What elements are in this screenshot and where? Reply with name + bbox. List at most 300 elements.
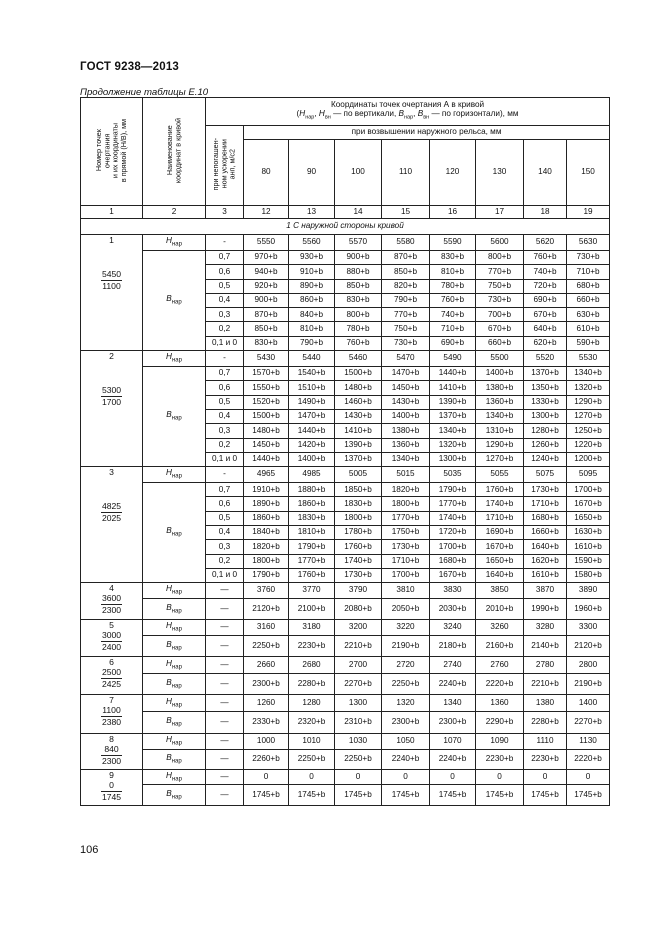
header-unbalanced-accel — [206, 126, 244, 206]
value-cell: 850+b — [335, 279, 382, 293]
value-cell: 4985 — [289, 467, 335, 483]
value-cell: 5430 — [244, 351, 289, 367]
value-cell: 1550+b — [244, 381, 289, 395]
header-column-number: 18 — [524, 206, 567, 219]
value-cell: 1070 — [430, 734, 476, 750]
table-row — [81, 636, 610, 657]
value-cell: 760+b — [524, 251, 567, 265]
point-coord-b: 2300 — [101, 604, 122, 615]
value-cell: 1610+b — [524, 568, 567, 582]
value-cell: 0 — [382, 770, 430, 785]
value-cell: 1270+b — [476, 452, 524, 466]
table-row — [81, 483, 610, 497]
value-cell: 770+b — [476, 265, 524, 279]
value-cell: 1660+b — [524, 526, 567, 540]
value-cell: 770+b — [382, 308, 430, 322]
point-coord-b: 1100 — [102, 280, 121, 291]
accel-cell: — — [206, 785, 244, 806]
point-number: 7 — [109, 695, 114, 706]
value-cell: 2120+b — [244, 599, 289, 620]
coord-letter: B — [166, 410, 172, 420]
value-cell: 1750+b — [382, 526, 430, 540]
accel-cell: 0,3 — [206, 540, 244, 554]
value-cell: 890+b — [289, 279, 335, 293]
coord-subscript: нар — [171, 664, 182, 671]
point-number: 3 — [109, 467, 114, 478]
coord-name-cell — [143, 251, 206, 351]
point-coord-b: 2300 — [101, 755, 122, 766]
value-cell: 2310+b — [335, 712, 382, 734]
value-cell: 620+b — [524, 336, 567, 350]
accel-cell: — — [206, 657, 244, 674]
value-cell: 1340+b — [430, 424, 476, 438]
value-cell: 2050+b — [382, 599, 430, 620]
value-cell: 710+b — [430, 322, 476, 336]
value-cell: 3810 — [382, 583, 430, 599]
value-cell: 2260+b — [244, 750, 289, 770]
point-cell — [81, 467, 143, 583]
value-cell: 1990+b — [524, 599, 567, 620]
value-cell: 1590+b — [567, 554, 610, 568]
value-cell: 2220+b — [567, 750, 610, 770]
table-row — [81, 785, 610, 806]
value-cell: 1830+b — [289, 511, 335, 525]
value-cell: 3220 — [382, 620, 430, 636]
value-cell: 4965 — [244, 467, 289, 483]
point-coord-h: 0 — [101, 780, 122, 792]
value-cell: 3260 — [476, 620, 524, 636]
coord-name-cell — [143, 734, 206, 750]
header-point-coords — [81, 98, 143, 206]
value-cell: 1340+b — [382, 452, 430, 466]
value-cell: 690+b — [430, 336, 476, 350]
value-cell: 2100+b — [289, 599, 335, 620]
accel-cell: - — [206, 467, 244, 483]
value-cell: 2780 — [524, 657, 567, 674]
coord-name-cell — [143, 367, 206, 467]
value-cell: 1220+b — [567, 438, 610, 452]
value-cell: 900+b — [244, 293, 289, 307]
value-cell: 1640+b — [524, 540, 567, 554]
header-column-number: 13 — [289, 206, 335, 219]
value-cell: 1290+b — [476, 438, 524, 452]
coord-subscript: нар — [171, 415, 182, 422]
value-cell: 1760+b — [289, 568, 335, 582]
header-column-number: 1 — [81, 206, 143, 219]
coord-name-cell — [143, 620, 206, 636]
header-coord-name — [143, 98, 206, 206]
coord-subscript: нар — [171, 702, 182, 709]
section-title: 1 С наружной стороны кривой — [81, 219, 610, 235]
value-cell: 1280+b — [524, 424, 567, 438]
coord-subscript: нар — [171, 589, 182, 596]
coord-name-cell — [143, 695, 206, 712]
coord-subscript: нар — [171, 776, 182, 783]
coord-subscript: нар — [171, 683, 182, 690]
point-cell — [81, 695, 143, 734]
value-cell: 5560 — [289, 235, 335, 251]
value-cell: 750+b — [382, 322, 430, 336]
accel-cell: 0,7 — [206, 251, 244, 265]
coord-letter: B — [166, 753, 172, 763]
value-cell: 2160+b — [476, 636, 524, 657]
value-cell: 1320+b — [430, 438, 476, 452]
point-number: 2 — [109, 351, 114, 362]
value-cell: 3200 — [335, 620, 382, 636]
coord-letter: H — [166, 621, 172, 631]
value-cell: 1340 — [430, 695, 476, 712]
header-elevation-value: 100 — [335, 140, 382, 206]
value-cell: 700+b — [476, 308, 524, 322]
table-row — [81, 599, 610, 620]
table-row — [81, 467, 610, 483]
value-cell: 1500+b — [244, 409, 289, 423]
value-cell: 2140+b — [524, 636, 567, 657]
point-number: 4 — [109, 583, 114, 594]
point-number: 8 — [109, 734, 114, 745]
value-cell: 2330+b — [244, 712, 289, 734]
point-coord-h: 3000 — [101, 630, 122, 641]
clearance-table — [80, 97, 610, 806]
value-cell: 1500+b — [335, 367, 382, 381]
accel-cell: — — [206, 599, 244, 620]
value-cell: 1630+b — [567, 526, 610, 540]
coord-subscript: нар — [171, 531, 182, 538]
accel-cell: — — [206, 674, 244, 695]
value-cell: 1745+b — [244, 785, 289, 806]
value-cell: 970+b — [244, 251, 289, 265]
accel-cell: 0,1 и 0 — [206, 568, 244, 582]
value-cell: 1820+b — [244, 540, 289, 554]
value-cell: 1580+b — [567, 568, 610, 582]
value-cell: 1710+b — [382, 554, 430, 568]
value-cell: 1745+b — [567, 785, 610, 806]
header-elevation-value: 130 — [476, 140, 524, 206]
value-cell: 2320+b — [289, 712, 335, 734]
value-cell: 0 — [289, 770, 335, 785]
coord-name-cell — [143, 636, 206, 657]
accel-cell: 0,3 — [206, 424, 244, 438]
value-cell: 1430+b — [382, 395, 430, 409]
point-coord-b: 1745 — [101, 791, 122, 802]
value-cell: 750+b — [476, 279, 524, 293]
point-coord-fraction — [101, 501, 122, 523]
value-cell: 830+b — [430, 251, 476, 265]
value-cell: 1610+b — [567, 540, 610, 554]
value-cell: 870+b — [382, 251, 430, 265]
value-cell: 1290+b — [567, 395, 610, 409]
value-cell: 1010 — [289, 734, 335, 750]
value-cell: 1240+b — [524, 452, 567, 466]
value-cell: 1280 — [289, 695, 335, 712]
value-cell: 850+b — [382, 265, 430, 279]
value-cell: 790+b — [382, 293, 430, 307]
value-cell: 790+b — [289, 336, 335, 350]
value-cell: 1470+b — [382, 367, 430, 381]
accel-cell: 0,4 — [206, 526, 244, 540]
value-cell: 0 — [430, 770, 476, 785]
accel-cell: 0,6 — [206, 381, 244, 395]
value-cell: 5490 — [430, 351, 476, 367]
coord-letter: B — [166, 716, 172, 726]
value-cell: 590+b — [567, 336, 610, 350]
value-cell: 3870 — [524, 583, 567, 599]
value-cell: 2300+b — [430, 712, 476, 734]
value-cell: 1860+b — [244, 511, 289, 525]
accel-cell: 0,6 — [206, 265, 244, 279]
value-cell: 0 — [476, 770, 524, 785]
value-cell: 1810+b — [289, 526, 335, 540]
point-coord-fraction — [101, 744, 122, 766]
point-coord-h: 4825 — [101, 501, 122, 512]
value-cell: 2270+b — [335, 674, 382, 695]
accel-cell: 0,7 — [206, 483, 244, 497]
point-cell — [81, 734, 143, 770]
value-cell: 2180+b — [430, 636, 476, 657]
value-cell: 2220+b — [476, 674, 524, 695]
table-row — [81, 674, 610, 695]
value-cell: 2250+b — [335, 750, 382, 770]
header-coords-line2: ($H_{нар}$, $H_{вн}$ — по вертикали, $B_{нар}$, $B_{вн}$ — по горизонтали), мм — [296, 109, 519, 121]
value-cell: 720+b — [524, 279, 567, 293]
value-cell: 3890 — [567, 583, 610, 599]
value-cell: 1510+b — [289, 381, 335, 395]
accel-cell: 0,2 — [206, 554, 244, 568]
value-cell: 5440 — [289, 351, 335, 367]
header-column-number: 15 — [382, 206, 430, 219]
value-cell: 1370+b — [524, 367, 567, 381]
coord-name-cell — [143, 467, 206, 483]
coord-letter: B — [166, 602, 172, 612]
coord-subscript: нар — [171, 758, 182, 765]
value-cell: 2280+b — [289, 674, 335, 695]
point-cell — [81, 657, 143, 695]
accel-cell: 0,1 и 0 — [206, 336, 244, 350]
value-cell: 1310+b — [476, 424, 524, 438]
table-row — [81, 367, 610, 381]
table-row — [81, 695, 610, 712]
value-cell: 1800+b — [244, 554, 289, 568]
value-cell: 1910+b — [244, 483, 289, 497]
value-cell: 1710+b — [476, 511, 524, 525]
header-column-number: 17 — [476, 206, 524, 219]
point-coord-b: 2025 — [101, 512, 122, 523]
coord-name-cell — [143, 712, 206, 734]
header-elevation-value: 150 — [567, 140, 610, 206]
coord-subscript: нар — [171, 645, 182, 652]
value-cell: 3300 — [567, 620, 610, 636]
value-cell: 5620 — [524, 235, 567, 251]
accel-cell: - — [206, 351, 244, 367]
value-cell: 3180 — [289, 620, 335, 636]
value-cell: 1770+b — [289, 554, 335, 568]
value-cell: 2210+b — [335, 636, 382, 657]
value-cell: 1350+b — [524, 381, 567, 395]
value-cell: 2250+b — [289, 750, 335, 770]
accel-cell: 0,7 — [206, 367, 244, 381]
value-cell: 1745+b — [524, 785, 567, 806]
table-row — [81, 657, 610, 674]
header-unbalanced-accel-text: при непогашен- ном ускорении aнп, м/с2 — [211, 138, 237, 191]
value-cell: 5580 — [382, 235, 430, 251]
accel-cell: 0,6 — [206, 497, 244, 511]
value-cell: 0 — [567, 770, 610, 785]
value-cell: 1760+b — [476, 483, 524, 497]
accel-cell: — — [206, 770, 244, 785]
point-coord-fraction — [101, 667, 122, 689]
value-cell: 2760 — [476, 657, 524, 674]
value-cell: 1860+b — [289, 497, 335, 511]
point-coord-h: 1100 — [102, 705, 121, 716]
point-number: 6 — [109, 657, 114, 668]
value-cell: 1400 — [567, 695, 610, 712]
value-cell: 1360+b — [382, 438, 430, 452]
value-cell: 1340+b — [567, 367, 610, 381]
coord-name-cell — [143, 750, 206, 770]
accel-cell: - — [206, 235, 244, 251]
value-cell: 1650+b — [476, 554, 524, 568]
value-cell: 3240 — [430, 620, 476, 636]
value-cell: 2300+b — [244, 674, 289, 695]
table-row — [81, 351, 610, 367]
coord-letter: H — [166, 236, 172, 246]
document-title: ГОСТ 9238—2013 — [80, 61, 180, 73]
point-number: 5 — [109, 620, 114, 631]
value-cell: 5550 — [244, 235, 289, 251]
value-cell: 1800+b — [335, 511, 382, 525]
value-cell: 1470+b — [289, 409, 335, 423]
accel-cell: — — [206, 734, 244, 750]
value-cell: 1730+b — [524, 483, 567, 497]
value-cell: 1480+b — [335, 381, 382, 395]
value-cell: 1410+b — [430, 381, 476, 395]
value-cell: 1730+b — [382, 540, 430, 554]
value-cell: 3830 — [430, 583, 476, 599]
value-cell: 1790+b — [289, 540, 335, 554]
point-coord-fraction — [101, 705, 122, 727]
value-cell: 2230+b — [476, 750, 524, 770]
header-elevation-value: 120 — [430, 140, 476, 206]
value-cell: 1690+b — [476, 526, 524, 540]
table-row — [81, 750, 610, 770]
table-row — [81, 583, 610, 599]
value-cell: 1700+b — [430, 540, 476, 554]
value-cell: 5460 — [335, 351, 382, 367]
coord-subscript: нар — [171, 473, 182, 480]
coord-letter: H — [166, 735, 172, 745]
value-cell: 900+b — [335, 251, 382, 265]
value-cell: 1710+b — [524, 497, 567, 511]
value-cell: 730+b — [382, 336, 430, 350]
value-cell: 1650+b — [567, 511, 610, 525]
value-cell: 1790+b — [430, 483, 476, 497]
value-cell: 740+b — [430, 308, 476, 322]
value-cell: 1790+b — [244, 568, 289, 582]
coord-letter: B — [166, 677, 172, 687]
value-cell: 920+b — [244, 279, 289, 293]
value-cell: 3850 — [476, 583, 524, 599]
value-cell: 1370+b — [335, 452, 382, 466]
header-elevation-value: 80 — [244, 140, 289, 206]
coord-name-cell — [143, 483, 206, 583]
coord-subscript: нар — [171, 721, 182, 728]
value-cell: 3790 — [335, 583, 382, 599]
value-cell: 1440+b — [430, 367, 476, 381]
value-cell: 1490+b — [289, 395, 335, 409]
value-cell: 2240+b — [430, 674, 476, 695]
value-cell: 1670+b — [430, 568, 476, 582]
coord-name-cell — [143, 657, 206, 674]
value-cell: 2240+b — [382, 750, 430, 770]
value-cell: 760+b — [430, 293, 476, 307]
value-cell: 1745+b — [430, 785, 476, 806]
value-cell: 1700+b — [382, 568, 430, 582]
table-continuation-caption: Продолжение таблицы Е.10 — [80, 87, 209, 98]
value-cell: 1390+b — [335, 438, 382, 452]
header-column-number: 16 — [430, 206, 476, 219]
value-cell: 5500 — [476, 351, 524, 367]
point-coord-fraction — [101, 385, 122, 407]
accel-cell: 0,5 — [206, 279, 244, 293]
accel-cell: — — [206, 636, 244, 657]
header-column-number: 2 — [143, 206, 206, 219]
header-rail-elevation: при возвышении наружного рельса, мм — [244, 126, 610, 140]
value-cell: 2240+b — [430, 750, 476, 770]
value-cell: 1360+b — [476, 395, 524, 409]
table-row — [81, 251, 610, 265]
value-cell: 1400+b — [382, 409, 430, 423]
value-cell: 910+b — [289, 265, 335, 279]
point-coord-h: 3600 — [101, 593, 122, 604]
value-cell: 1730+b — [335, 568, 382, 582]
value-cell: 1380 — [524, 695, 567, 712]
value-cell: 1670+b — [476, 540, 524, 554]
value-cell: 5055 — [476, 467, 524, 483]
value-cell: 2680 — [289, 657, 335, 674]
accel-cell: 0,1 и 0 — [206, 452, 244, 466]
value-cell: 1670+b — [567, 497, 610, 511]
point-cell — [81, 235, 143, 351]
coord-subscript: нар — [171, 740, 182, 747]
value-cell: 1320 — [382, 695, 430, 712]
value-cell: 3770 — [289, 583, 335, 599]
value-cell: 1960+b — [567, 599, 610, 620]
value-cell: 1680+b — [524, 511, 567, 525]
value-cell: 1460+b — [335, 395, 382, 409]
value-cell: 1570+b — [244, 367, 289, 381]
value-cell: 1740+b — [335, 554, 382, 568]
table-row — [81, 770, 610, 785]
header-column-number: 12 — [244, 206, 289, 219]
value-cell: 1450+b — [382, 381, 430, 395]
coord-subscript: нар — [171, 241, 182, 248]
value-cell: 2270+b — [567, 712, 610, 734]
coord-letter: B — [166, 294, 172, 304]
value-cell: 1745+b — [289, 785, 335, 806]
value-cell: 1770+b — [382, 511, 430, 525]
header-elevation-value: 110 — [382, 140, 430, 206]
value-cell: 680+b — [567, 279, 610, 293]
value-cell: 730+b — [567, 251, 610, 265]
value-cell: 1400+b — [289, 452, 335, 466]
value-cell: 1840+b — [244, 526, 289, 540]
value-cell: 1400+b — [476, 367, 524, 381]
value-cell: 1520+b — [244, 395, 289, 409]
value-cell: 1300 — [335, 695, 382, 712]
value-cell: 1390+b — [430, 395, 476, 409]
accel-cell: — — [206, 695, 244, 712]
coord-letter: H — [166, 658, 172, 668]
